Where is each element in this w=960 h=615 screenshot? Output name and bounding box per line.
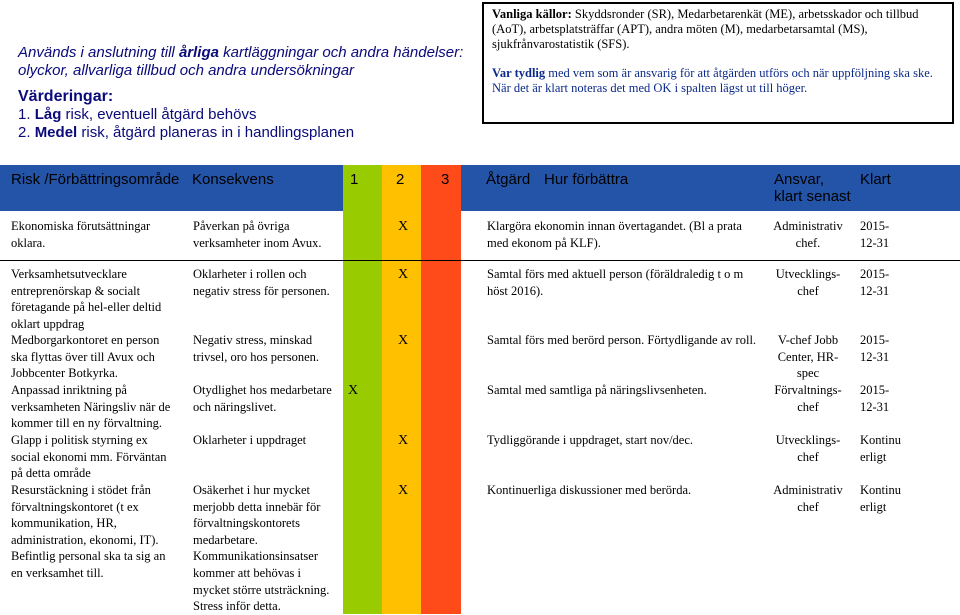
row-5-risk — [11, 432, 186, 482]
row-2-ansvar — [768, 266, 848, 299]
row-4-risk-mark: X — [348, 383, 359, 398]
row-6-kons-line: Osäkerhet i hur mycket — [193, 483, 310, 497]
intro-block — [18, 44, 468, 142]
row-2-risk — [11, 266, 186, 332]
row-3-klart — [860, 332, 920, 365]
level-3-column — [421, 211, 461, 614]
value-1: 1. Låg risk, eventuell åtgärd behövs — [18, 106, 257, 123]
row-5-klart — [860, 432, 920, 465]
row-6-atgard-line: Kontinuerliga diskussioner med berörda. — [487, 483, 692, 497]
row-6-ansvar — [768, 482, 848, 515]
row-3-ansvar-line: Center, HR- — [777, 349, 839, 364]
values-block — [18, 88, 468, 142]
row-1-risk-mark: X — [398, 219, 409, 234]
header-ansvar-2: klart senast — [774, 188, 851, 205]
row-6-risk — [11, 482, 186, 582]
ok-instruction: När det är klart noteras det med OK i spalten lägst ut till höger. — [492, 81, 808, 95]
row-2-klart-line: 2015- — [860, 267, 890, 281]
intro-line-2: olyckor, allvarliga tillbud och andra undersökningar — [18, 62, 355, 79]
row-4-kons-line: och näringslivet. — [193, 399, 277, 414]
row-5-risk-line: på detta område — [11, 466, 91, 481]
row-3-kons-line: Negativ stress, minskad — [193, 333, 313, 347]
row-6-kons-line: medarbetare. — [193, 532, 258, 547]
header-level-1-bg — [343, 165, 382, 211]
header-konsekvens: Konsekvens — [192, 171, 274, 188]
row-6-klart-line: erligt — [860, 499, 887, 514]
row-3-klart-line: 12-31 — [860, 349, 890, 364]
row-4-atgard-line: Samtal med samtliga på näringslivsenheten. — [487, 383, 707, 397]
row-4-ansvar — [768, 382, 848, 415]
row-1-kons — [193, 218, 341, 251]
row-5-kons — [193, 432, 341, 449]
row-1-risk — [11, 218, 186, 251]
values-heading: Värderingar: — [18, 88, 114, 105]
row-2-klart — [860, 266, 920, 299]
row-5-risk-line: social ekonomi mm. Förväntan — [11, 449, 167, 464]
row-2-kons-line: Oklarheter i rollen och — [193, 267, 307, 281]
row-separator — [0, 260, 960, 261]
row-6-ansvar-line: chef — [797, 499, 819, 514]
row-6-kons-line: merjobb detta innebär för — [193, 499, 321, 514]
row-4-klart-line: 2015- — [860, 383, 890, 397]
row-4-kons — [193, 382, 341, 415]
row-5-ansvar — [768, 432, 848, 465]
row-3-atgard — [487, 332, 762, 349]
row-4-kons-line: Otydlighet hos medarbetare — [193, 383, 332, 397]
row-1-ansvar — [768, 218, 848, 251]
row-3-risk-line: ska flyttas över till Avux och — [11, 349, 155, 364]
clear-instruction: Var tydlig med vem som är ansvarig för att åtgärden utförs och när uppföljning ska ske. — [492, 66, 933, 80]
row-4-risk-line: kommer till en ny förvaltning. — [11, 416, 163, 431]
row-3-risk-line: Jobbcenter Botkyrka. — [11, 366, 118, 381]
row-3-ansvar-line: spec — [796, 366, 820, 381]
row-3-klart-line: 2015- — [860, 333, 890, 347]
header-klart: Klart — [860, 171, 891, 188]
row-2-atgard-line: höst 2016). — [487, 283, 544, 298]
row-4-atgard — [487, 382, 762, 399]
row-4-klart — [860, 382, 920, 415]
row-5-atgard — [487, 432, 762, 449]
value-2: 2. Medel risk, åtgärd planeras in i handlingsplanen — [18, 124, 355, 141]
row-6-risk-line: Befintlig personal ska ta sig an — [11, 549, 166, 564]
row-1-atgard-line: Klargöra ekonomin innan övertagandet. (Bl a prata — [487, 219, 742, 233]
row-5-ansvar-line: Utvecklings- — [775, 433, 841, 447]
row-4-klart-line: 12-31 — [860, 399, 890, 414]
row-5-klart-line: erligt — [860, 449, 887, 464]
row-3-atgard-line: Samtal förs med berörd person. Förtydligande av roll. — [487, 333, 757, 347]
header-level-3: 3 — [441, 171, 450, 188]
row-2-ansvar-line: Utvecklings- — [775, 267, 841, 281]
row-6-kons-line: Stress inför detta. — [193, 599, 281, 614]
row-1-atgard — [487, 218, 762, 251]
row-2-risk-line: oklart uppdrag — [11, 316, 85, 331]
row-1-klart-line: 12-31 — [860, 235, 890, 250]
level-1-column — [343, 211, 382, 614]
header-level-1: 1 — [350, 171, 359, 188]
header-hur: Hur förbättra — [544, 171, 629, 188]
row-2-ansvar-line: chef — [797, 283, 819, 298]
row-6-risk-line: kommunikation, HR, — [11, 516, 117, 531]
info-box — [482, 2, 954, 124]
row-2-kons — [193, 266, 341, 299]
row-5-kons-line: Oklarheter i uppdraget — [193, 433, 307, 447]
sources-text: Vanliga källor: Skyddsronder (SR), Medarbetarenkät (ME), arbetsskador och tillbud (AoT), arbetsplatsträffar (APT), andra möten (M), medarbetarsamtal (MS), sjukfrånvarostatistik (SFS). — [492, 7, 919, 51]
row-6-kons-line: mycket större utsträckning. — [193, 582, 330, 597]
row-5-ansvar-line: chef — [797, 449, 819, 464]
row-2-klart-line: 12-31 — [860, 283, 890, 298]
row-4-risk-line: Anpassad inriktning på — [11, 383, 127, 397]
row-1-ansvar-line: Administrativ — [773, 219, 843, 233]
row-4-ansvar-line: chef — [797, 399, 819, 414]
row-6-kons-line: kommer att behövas i — [193, 565, 301, 580]
row-3-risk-line: Medborgarkontoret en person — [11, 333, 160, 347]
row-2-risk-line: Verksamhetsutvecklare — [11, 267, 127, 281]
row-3-ansvar — [768, 332, 848, 382]
row-2-atgard — [487, 266, 762, 299]
row-3-kons-line: trivsel, oro hos personen. — [193, 349, 320, 364]
row-1-atgard-line: med ekonom på KLF). — [487, 235, 601, 250]
row-6-risk-mark: X — [398, 483, 409, 498]
row-1-risk-line: oklara. — [11, 235, 46, 250]
header-ansvar-1: Ansvar, — [774, 171, 825, 188]
row-6-risk-line: Resurstäckning i stödet från — [11, 483, 151, 497]
row-5-risk-mark: X — [398, 433, 409, 448]
row-2-kons-line: negativ stress för personen. — [193, 283, 330, 298]
row-6-kons-line: Kommunikationsinsatser — [193, 549, 318, 564]
row-1-kons-line: Påverkan på övriga — [193, 219, 290, 233]
row-1-klart — [860, 218, 920, 251]
row-1-kons-line: verksamheter inom Avux. — [193, 235, 322, 250]
row-3-risk-mark: X — [398, 333, 409, 348]
row-6-risk-line: förvaltningskontoret (t ex — [11, 499, 139, 514]
row-2-risk-line: entreprenörskap & socialt — [11, 283, 141, 298]
row-5-klart-line: Kontinu — [860, 433, 901, 447]
row-6-ansvar-line: Administrativ — [773, 483, 843, 497]
row-5-atgard-line: Tydliggörande i uppdraget, start nov/dec. — [487, 433, 694, 447]
row-6-risk-line: en verksamhet till. — [11, 565, 104, 580]
row-2-atgard-line: Samtal förs med aktuell person (föräldraledig t o m — [487, 267, 744, 281]
header-level-2: 2 — [396, 171, 405, 188]
header-risk: Risk /Förbättringsområde — [11, 171, 180, 188]
row-4-risk-line: verksamheten Näringsliv när de — [11, 399, 171, 414]
row-3-ansvar-line: V-chef Jobb — [777, 333, 839, 347]
row-1-klart-line: 2015- — [860, 219, 890, 233]
row-6-risk-line: administration, ekonomi, IT). — [11, 532, 159, 547]
row-6-kons — [193, 482, 341, 615]
row-5-risk-line: Glapp i politisk styrning ex — [11, 433, 148, 447]
row-1-risk-line: Ekonomiska förutsättningar — [11, 219, 151, 233]
table-header — [0, 165, 960, 211]
row-6-kons-line: förvaltningskontorets — [193, 516, 300, 531]
row-6-klart — [860, 482, 920, 515]
row-6-klart-line: Kontinu — [860, 483, 901, 497]
intro-line-1: Används i anslutning till årliga kartläggningar och andra händelser: — [18, 44, 464, 61]
row-4-ansvar-line: Förvaltnings- — [774, 383, 842, 397]
row-2-risk-mark: X — [398, 267, 409, 282]
row-3-risk — [11, 332, 186, 382]
header-atgard: Åtgärd — [486, 171, 531, 188]
row-6-atgard — [487, 482, 762, 499]
row-3-kons — [193, 332, 341, 365]
row-1-ansvar-line: chef. — [795, 235, 821, 250]
row-2-risk-line: företagande på hel-eller deltid — [11, 300, 162, 315]
row-4-risk — [11, 382, 186, 432]
